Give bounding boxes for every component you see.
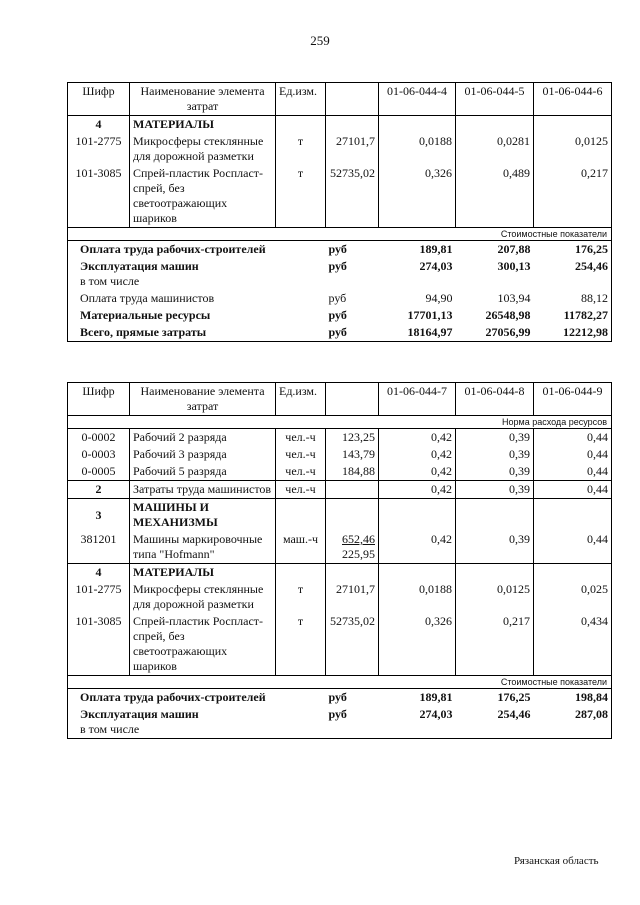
machinist-price: 225,95 — [342, 547, 375, 561]
banner-text: Стоимостные показатели — [68, 676, 612, 689]
row-price: 123,25 — [326, 429, 379, 447]
cost-table-2 — [67, 382, 612, 739]
row-value-1: 0,42 — [379, 531, 456, 564]
table-row — [68, 613, 612, 676]
total-sublabel: в том числе — [80, 722, 140, 736]
total-value-1: 17701,13 — [407, 308, 453, 322]
header-code: Шифр — [68, 383, 130, 416]
row-code: 381201 — [68, 531, 130, 564]
row-unit: т — [276, 165, 326, 228]
section-code: 2 — [68, 481, 130, 499]
total-unit: руб — [328, 242, 347, 256]
section-title: МАШИНЫ И МЕХАНИЗМЫ — [130, 499, 276, 532]
page-number: 259 — [310, 33, 330, 48]
total-value-1: 274,03 — [419, 259, 453, 273]
row-value-1: 0,326 — [379, 165, 456, 228]
row-value-3: 0,0125 — [534, 133, 612, 165]
header-code: Шифр — [68, 83, 130, 116]
header-col1: 01-06-044-4 — [379, 83, 456, 116]
total-value-3: 198,84 — [534, 689, 612, 707]
table-header — [68, 83, 612, 116]
total-label: Всего, прямые затраты — [68, 324, 326, 342]
row-price-cell — [326, 531, 379, 564]
row-unit: маш.-ч — [276, 531, 326, 564]
total-label-cell — [68, 258, 326, 290]
header-col2: 01-06-044-8 — [456, 383, 534, 416]
row-value-1: 0,42 — [379, 481, 456, 499]
header-name: Наименование элемента затрат — [130, 383, 276, 416]
row-value-1: 0,42 — [379, 463, 456, 481]
section-code: 4 — [68, 116, 130, 134]
total-label: Оплата труда машинистов — [68, 290, 326, 307]
table-row — [68, 165, 612, 228]
row-value-3: 0,44 — [534, 429, 612, 447]
section-title: Затраты труда машинистов — [130, 481, 276, 499]
total-value-2: 300,13 — [497, 259, 531, 273]
header-unit: Ед.изм. — [276, 83, 326, 116]
total-unit: руб — [328, 308, 347, 322]
row-unit: т — [276, 613, 326, 676]
total-value-3: 12212,98 — [534, 324, 612, 342]
row-name: Рабочий 5 разряда — [130, 463, 276, 481]
total-row — [68, 241, 612, 259]
table-row — [68, 531, 612, 564]
table-row — [68, 463, 612, 481]
row-price: 52735,02 — [326, 165, 379, 228]
row-unit: т — [276, 133, 326, 165]
row-code: 101-3085 — [68, 165, 130, 228]
section-row — [68, 499, 612, 532]
total-row — [68, 258, 612, 290]
row-unit: чел.-ч — [276, 429, 326, 447]
total-value-1: 189,81 — [419, 690, 453, 704]
row-value-3: 0,434 — [534, 613, 612, 676]
total-label-cell — [68, 706, 326, 739]
row-value-3: 0,44 — [534, 531, 612, 564]
total-value-3: 11782,27 — [534, 307, 612, 324]
row-value-3: 0,025 — [534, 581, 612, 613]
row-value-3: 0,44 — [534, 446, 612, 463]
header-col2: 01-06-044-5 — [456, 83, 534, 116]
row-value-1: 0,42 — [379, 429, 456, 447]
row-value-1: 0,0188 — [379, 133, 456, 165]
total-value-2: 176,25 — [497, 690, 531, 704]
table-row — [68, 429, 612, 447]
banner-text: Норма расхода ресурсов — [68, 416, 612, 429]
row-name: Рабочий 2 разряда — [130, 429, 276, 447]
row-code: 101-2775 — [68, 133, 130, 165]
row-value-2: 0,39 — [456, 429, 534, 447]
table-row — [68, 581, 612, 613]
header-col3: 01-06-044-9 — [534, 383, 612, 416]
row-value-2: 0,39 — [456, 531, 534, 564]
section-code: 4 — [68, 564, 130, 582]
total-value-3: 287,08 — [534, 706, 612, 739]
row-name: Спрей-пластик Роспласт-спрей, без светоотражающих шариков — [130, 613, 276, 676]
row-value-2: 0,217 — [456, 613, 534, 676]
row-value-3: 0,217 — [534, 165, 612, 228]
total-row — [68, 706, 612, 739]
row-value-3: 0,44 — [534, 481, 612, 499]
banner-text: Стоимостные показатели — [68, 228, 612, 241]
row-unit: чел.-ч — [276, 463, 326, 481]
total-unit: руб — [328, 259, 347, 273]
row-value-3: 0,44 — [534, 463, 612, 481]
row-unit: чел.-ч — [276, 481, 326, 499]
row-code: 0-0003 — [68, 446, 130, 463]
row-unit: т — [276, 581, 326, 613]
row-value-2: 0,39 — [456, 446, 534, 463]
row-value-2: 0,489 — [456, 165, 534, 228]
total-value-3: 254,46 — [534, 258, 612, 290]
header-unit: Ед.изм. — [276, 383, 326, 416]
resource-norm-banner — [68, 416, 612, 429]
total-label: Эксплуатация машин — [80, 259, 199, 273]
table-row — [68, 446, 612, 463]
total-sublabel: в том числе — [80, 274, 140, 288]
row-value-1: 0,326 — [379, 613, 456, 676]
row-value-2: 0,0281 — [456, 133, 534, 165]
total-value-2: 26548,98 — [485, 308, 531, 322]
total-row — [68, 689, 612, 707]
total-row — [68, 307, 612, 324]
total-row — [68, 290, 612, 307]
total-row — [68, 324, 612, 342]
total-value-1: 94,90 — [425, 291, 453, 305]
cost-indicators-banner — [68, 676, 612, 689]
row-value-1: 0,42 — [379, 446, 456, 463]
total-unit: руб — [328, 291, 347, 305]
table-row — [68, 133, 612, 165]
total-value-3: 176,25 — [534, 241, 612, 259]
total-value-2: 27056,99 — [456, 324, 534, 342]
row-value-2: 0,39 — [456, 481, 534, 499]
row-name: Спрей-пластик Роспласт-спрей, без светоотражающих шариков — [130, 165, 276, 228]
region-footer: Рязанская область — [514, 855, 599, 867]
header-name: Наименование элемента затрат — [130, 83, 276, 116]
cost-table-1 — [67, 82, 612, 342]
header-col3: 01-06-044-6 — [534, 83, 612, 116]
section-code: 3 — [68, 499, 130, 532]
total-value-3: 88,12 — [534, 290, 612, 307]
row-name: Микросферы стеклянные для дорожной разметки — [130, 133, 276, 165]
row-unit: чел.-ч — [276, 446, 326, 463]
row-name: Машины маркировочные типа "Hofmann" — [130, 531, 276, 564]
table-header — [68, 383, 612, 416]
total-label: Оплата труда рабочих-строителей — [68, 689, 326, 707]
cost-indicators-banner — [68, 228, 612, 241]
row-code: 101-2775 — [68, 581, 130, 613]
row-price: 184,88 — [326, 463, 379, 481]
total-unit: руб — [326, 324, 379, 342]
machine-price: 652,46 — [342, 532, 375, 546]
row-price: 27101,7 — [326, 581, 379, 613]
header-price — [326, 383, 379, 416]
row-value-2: 0,0125 — [456, 581, 534, 613]
total-value-2: 254,46 — [456, 706, 534, 739]
row-code: 101-3085 — [68, 613, 130, 676]
row-code: 0-0002 — [68, 429, 130, 447]
total-value-2: 207,88 — [497, 242, 531, 256]
row-price: 143,79 — [326, 446, 379, 463]
total-unit: руб — [326, 706, 379, 739]
section-row — [68, 564, 612, 582]
row-name: Микросферы стеклянные для дорожной разметки — [130, 581, 276, 613]
row-value-2: 0,39 — [456, 463, 534, 481]
total-label: Оплата труда рабочих-строителей — [68, 241, 326, 259]
row-value-1: 0,0188 — [379, 581, 456, 613]
total-value-1: 274,03 — [379, 706, 456, 739]
total-value-1: 189,81 — [419, 242, 453, 256]
row-name: Рабочий 3 разряда — [130, 446, 276, 463]
total-label: Материальные ресурсы — [68, 307, 326, 324]
row-price: 27101,7 — [326, 133, 379, 165]
total-unit: руб — [328, 690, 347, 704]
total-label: Эксплуатация машин — [80, 707, 199, 721]
section-row — [68, 481, 612, 499]
total-value-1: 18164,97 — [379, 324, 456, 342]
section-title: МАТЕРИАЛЫ — [130, 116, 276, 134]
section-row — [68, 116, 612, 134]
row-price: 52735,02 — [326, 613, 379, 676]
section-title: МАТЕРИАЛЫ — [130, 564, 276, 582]
header-col1: 01-06-044-7 — [379, 383, 456, 416]
header-price — [326, 83, 379, 116]
total-value-2: 103,94 — [497, 291, 531, 305]
row-code: 0-0005 — [68, 463, 130, 481]
